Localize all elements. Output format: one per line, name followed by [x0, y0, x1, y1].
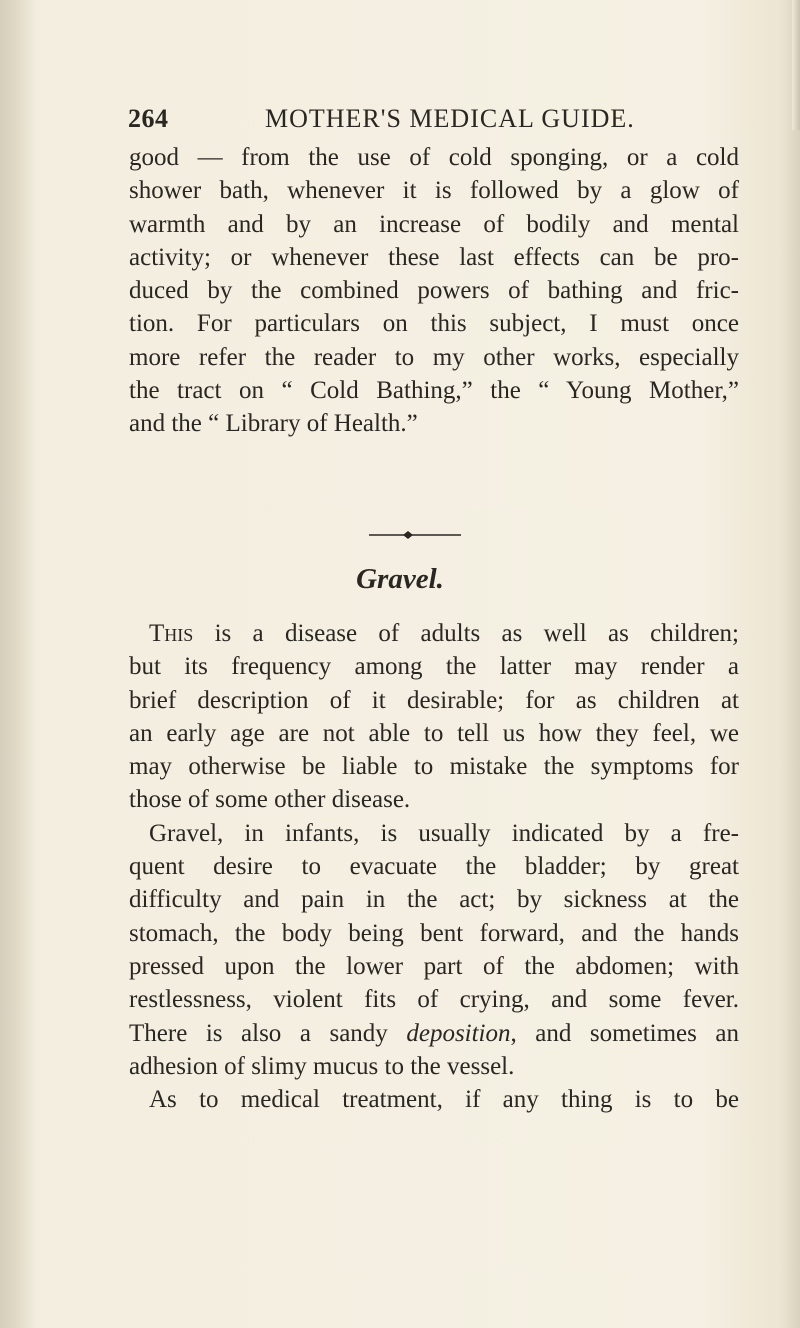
text-line: adhesion of slimy mucus to the vessel. [129, 1052, 515, 1080]
text-line: those of some other disease. [129, 786, 411, 814]
paragraph-cold-sponging [129, 141, 739, 441]
text-line: the tract on “ Cold Bathing,” the “ Young Mother,” [129, 377, 739, 405]
lead-word: This [149, 620, 194, 647]
text-run: , and sometimes an [510, 1019, 739, 1047]
text-line: pressed upon the lower part of the abdomen; with [129, 952, 739, 980]
text-line: and the “ Library of Health.” [129, 410, 418, 438]
text-line: As to medical treatment, if any thing is to be [149, 1086, 739, 1114]
text-line: an early age are not able to tell us how they feel, we [129, 719, 739, 747]
section-divider-ornament [369, 530, 461, 540]
text-line: brief description of it desirable; for as children at [129, 686, 739, 714]
text-line: difficulty and pain in the act; by sickness at the [129, 886, 739, 914]
italic-term: deposition [406, 1019, 511, 1047]
running-head-title: MOTHER'S MEDICAL GUIDE. [265, 104, 635, 133]
text-line: but its frequency among the latter may render a [129, 653, 739, 681]
text-line: warmth and by an increase of bodily and mental [129, 210, 739, 238]
text-line: tion. For particulars on this subject, I must once [129, 310, 739, 338]
text-line: good — from the use of cold sponging, or a cold [129, 144, 739, 171]
text-run: is a disease of adults as well as children; [193, 620, 739, 647]
text-line: restlessness, violent fits of crying, and some fever. [129, 986, 739, 1014]
section-heading: Gravel. [356, 563, 444, 595]
binding-shadow [0, 0, 36, 1328]
paragraph-gravel [129, 617, 739, 1116]
text-line [129, 1017, 739, 1050]
text-line: may otherwise be liable to mistake the symptoms for [129, 753, 739, 781]
page-edge [792, 0, 800, 130]
text-run: There is also a sandy [129, 1019, 407, 1047]
text-line: quent desire to evacuate the bladder; by great [129, 853, 739, 881]
page-number: 264 [128, 104, 169, 133]
text-line: shower bath, whenever it is followed by a glow of [129, 177, 739, 205]
text-line [129, 617, 739, 650]
text-line: stomach, the body being bent forward, and the hands [129, 919, 739, 947]
text-line: Gravel, in infants, is usually indicated by a fre- [149, 819, 739, 847]
text-line: activity; or whenever these last effects can be pro- [129, 243, 739, 271]
text-line: duced by the combined powers of bathing and fric- [129, 277, 739, 305]
text-line: more refer the reader to my other works, especially [129, 343, 739, 371]
